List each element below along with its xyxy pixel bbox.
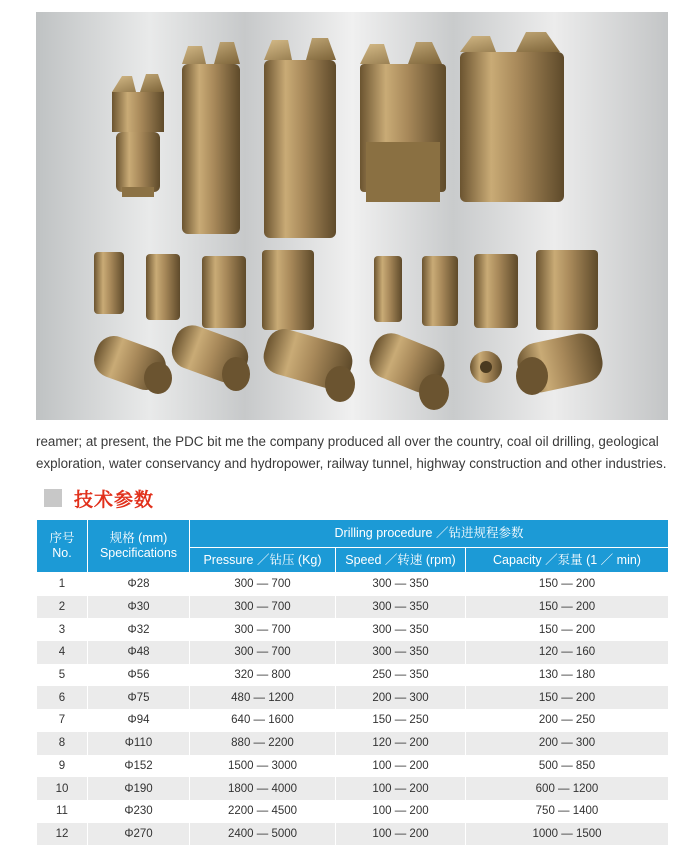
table-row [37,709,669,732]
header-no [37,520,88,573]
cell-pressure: 880 — 2200 [190,732,336,755]
cell-pressure: 300 — 700 [190,641,336,664]
cell-spec: Φ30 [88,596,190,619]
cell-speed: 300 — 350 [336,596,466,619]
drill-bit-small-row [94,250,598,330]
cell-spec: Φ152 [88,755,190,778]
cell-no: 6 [37,686,88,709]
header-drilling-procedure: Drilling procedure ／钻进规程参数 [190,520,669,548]
drill-bit-lying-row [89,320,606,410]
table-row [37,800,669,823]
table-row [37,596,669,619]
cell-spec: Φ48 [88,641,190,664]
cell-capacity: 150 — 200 [466,573,669,596]
table-row [37,664,669,687]
cell-capacity: 150 — 200 [466,618,669,641]
drill-bit-large-2 [182,42,240,234]
cell-capacity: 150 — 200 [466,686,669,709]
cell-capacity: 150 — 200 [466,596,669,619]
cell-no: 7 [37,709,88,732]
cell-no: 4 [37,641,88,664]
cell-speed: 100 — 200 [336,800,466,823]
technical-parameters-table [36,519,669,845]
cell-pressure: 1800 — 4000 [190,777,336,800]
cell-pressure: 2400 — 5000 [190,823,336,846]
product-photo [36,12,668,420]
cell-spec: Φ270 [88,823,190,846]
cell-spec: Φ190 [88,777,190,800]
cell-capacity: 200 — 300 [466,732,669,755]
cell-capacity: 500 — 850 [466,755,669,778]
header-capacity: Capacity ／泵量 (1 ／ min) [466,548,669,573]
cell-spec: Φ32 [88,618,190,641]
section-heading [44,485,154,511]
table-row [37,823,669,846]
drill-bit-large-4 [360,42,446,202]
cell-capacity: 200 — 250 [466,709,669,732]
cell-no: 12 [37,823,88,846]
cell-spec: Φ94 [88,709,190,732]
table-row [37,573,669,596]
header-spec-en: Specifications [99,546,178,560]
cell-capacity: 750 — 1400 [466,800,669,823]
header-no-en: No. [52,546,72,560]
cell-speed: 300 — 350 [336,641,466,664]
cell-capacity: 130 — 180 [466,664,669,687]
square-bullet-icon [44,489,62,507]
cell-capacity: 120 — 160 [466,641,669,664]
cell-capacity: 1000 — 1500 [466,823,669,846]
cell-speed: 100 — 200 [336,777,466,800]
cell-spec: Φ75 [88,686,190,709]
cell-no: 3 [37,618,88,641]
cell-speed: 100 — 200 [336,823,466,846]
cell-pressure: 300 — 700 [190,618,336,641]
cell-spec: Φ28 [88,573,190,596]
cell-no: 2 [37,596,88,619]
cell-speed: 150 — 250 [336,709,466,732]
cell-speed: 300 — 350 [336,618,466,641]
cell-spec: Φ56 [88,664,190,687]
cell-speed: 200 — 300 [336,686,466,709]
cell-no: 8 [37,732,88,755]
cell-pressure: 2200 — 4500 [190,800,336,823]
drill-bit-large-5 [460,32,564,202]
cell-pressure: 320 — 800 [190,664,336,687]
cell-speed: 300 — 350 [336,573,466,596]
cell-pressure: 640 — 1600 [190,709,336,732]
drill-bit-large-1 [112,74,164,197]
drill-bits-illustration [36,12,668,420]
cell-speed: 120 — 200 [336,732,466,755]
cell-spec: Φ110 [88,732,190,755]
cell-pressure: 300 — 700 [190,573,336,596]
cell-pressure: 480 — 1200 [190,686,336,709]
header-no-cn: 序号 [49,531,75,545]
cell-no: 5 [37,664,88,687]
cell-speed: 100 — 200 [336,755,466,778]
table-row [37,641,669,664]
header-specifications [88,520,190,573]
header-speed: Speed ／转速 (rpm) [336,548,466,573]
header-pressure: Pressure ／钻压 (Kg) [190,548,336,573]
cell-pressure: 300 — 700 [190,596,336,619]
cell-pressure: 1500 — 3000 [190,755,336,778]
cell-no: 11 [37,800,88,823]
cell-no: 1 [37,573,88,596]
table-row [37,618,669,641]
table-row [37,755,669,778]
cell-no: 9 [37,755,88,778]
intro-paragraph: reamer; at present, the PDC bit me the company produced all over the country, coal oil drilling, geological exploration, water conservancy and hydropower, railway tunnel, highway construction and other industries. [36,434,667,471]
cell-capacity: 600 — 1200 [466,777,669,800]
table-row [37,777,669,800]
cell-spec: Φ230 [88,800,190,823]
cell-no: 10 [37,777,88,800]
cell-speed: 250 — 350 [336,664,466,687]
table-row [37,686,669,709]
table-row [37,732,669,755]
drill-bit-large-3 [264,38,336,238]
section-title: 技术参数 [74,489,155,511]
header-spec-cn: 规格 (mm) [109,531,168,545]
